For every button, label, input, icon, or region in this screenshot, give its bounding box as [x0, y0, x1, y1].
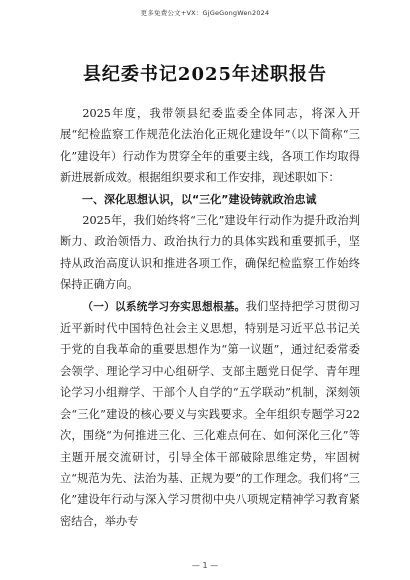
document-body: [60, 103, 360, 532]
section-heading-1: 一、深化思想认识，以“三化”建设铸就政治忠诚: [82, 192, 317, 206]
subsection-1-text: 我们坚持把学习贯彻习近平新时代中国特色社会主义思想，特别是习近平总书记关于党的自我革命的重要思想作为“第一议题”，通过纪委常委会领学、理论学习中心组研学、支部主题党日促学、青年理论学习小组辩学、干部个人自学的“五学联动”机制，深刻领会“三化”建设的核心要义与实践要求。全年组织专题学习22次，围绕“为何推进三化、三化难点何在、如何深化三化”等主题开展交流研讨，引导全体干部破除思维定势，牢固树立“规范为先、法治为基、正规为要”的工作理念。我们将“三化”建设年行动与深入学习贯彻中央八项规定精神学习教育紧密结合，举办专: [60, 299, 360, 528]
promo-banner: 更多免费公文+VX：GjGeGongWen2024: [140, 9, 270, 17]
subsection-1-paragraph: [60, 296, 360, 532]
section-1-paragraph: 2025年，我们始终将“三化”建设年行动作为提升政治判断力、政治领悟力、政治执行力的具体实践和重要抓手，坚持从政治高度认识和推进各项工作，确保纪检监察工作始终保持正确方向。: [60, 214, 360, 292]
subsection-heading-1: （一）以系统学习夯实思想根基。: [82, 300, 246, 313]
page-number: — 1 —: [191, 561, 219, 570]
intro-paragraph: 2025年度，我带领县纪委监委全体同志，将深入开展“纪检监察工作规范化法治化正规化建设年”（以下简称“三化”建设年）行动作为贯穿全年的重要主线，各项工作均取得新进展新成效。根据组织要求和工作安排，现述职如下：: [60, 107, 360, 185]
document-title: 县纪委书记2025年述职报告: [82, 64, 328, 85]
